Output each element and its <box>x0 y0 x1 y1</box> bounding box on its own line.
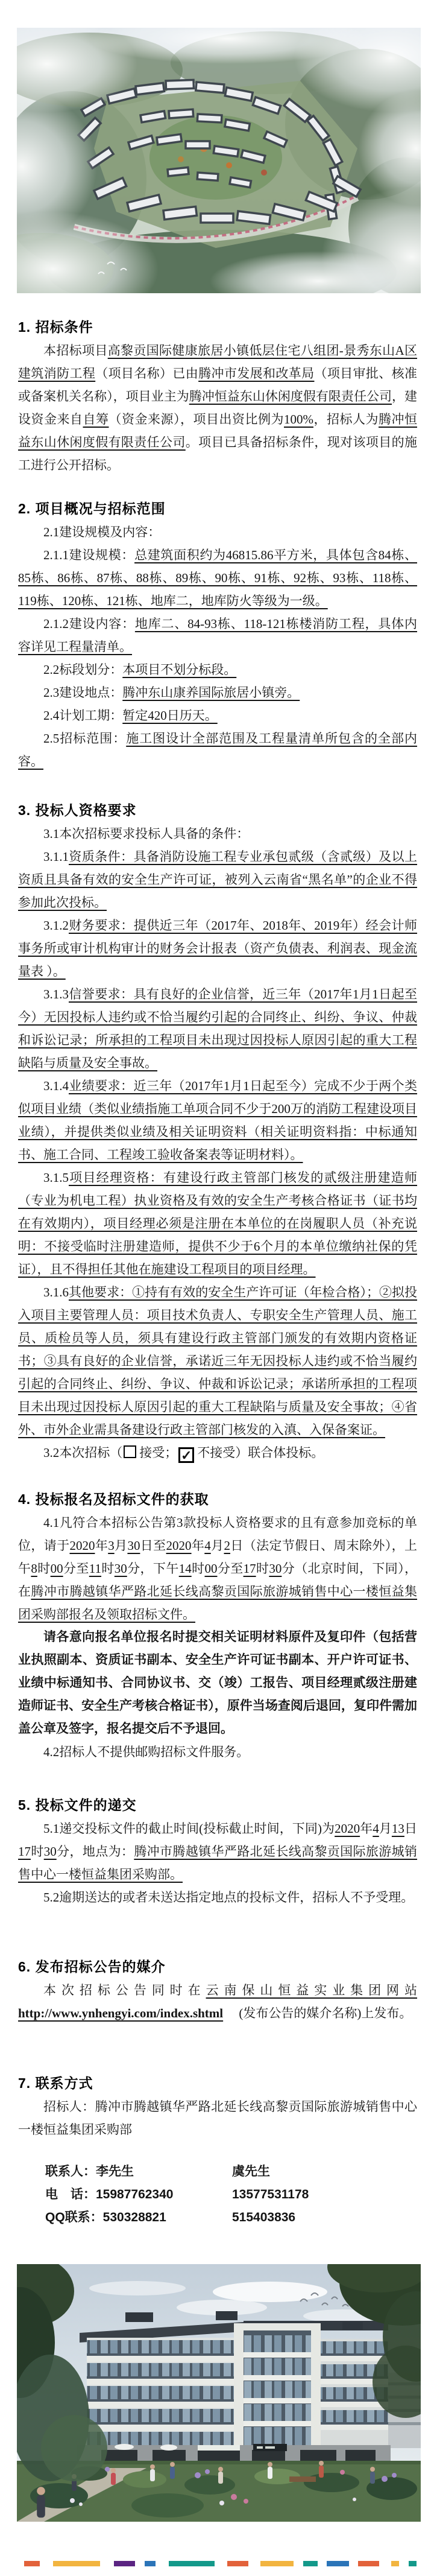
text-run: 2 <box>224 1538 231 1553</box>
contact-row <box>45 2206 417 2229</box>
contact-row <box>45 2183 417 2206</box>
color-dash-divider <box>0 2561 434 2566</box>
section-announcement-media <box>18 1955 417 2025</box>
text-run: 3.1.4 <box>43 1079 69 1093</box>
contact-label: 电 话： <box>45 2187 96 2201</box>
text-run: 100% <box>284 412 313 427</box>
paragraph <box>18 1979 417 2025</box>
section-heading: 7. 联系方式 <box>18 2075 93 2091</box>
paragraph <box>18 681 417 704</box>
paragraph <box>18 1281 417 1441</box>
text-run: 3.1.3 <box>43 987 69 1001</box>
text-run: 14 <box>178 1561 192 1576</box>
text-run: 2.1建设规模及内容： <box>43 525 161 539</box>
section-body <box>18 1817 417 1909</box>
text-run: 本招标项目 <box>43 343 108 358</box>
text-run: 。项目已具备招标条件，现对该项目的施工进行公开招标。 <box>18 435 417 472</box>
divider-dash <box>358 2561 379 2566</box>
paragraph <box>18 983 417 1074</box>
aerial-rendering-graphic <box>17 28 421 293</box>
divider-dash <box>169 2561 215 2566</box>
paragraph <box>18 612 417 658</box>
divider-dash <box>260 2561 294 2566</box>
divider-dash <box>391 2561 399 2566</box>
contact-value-2: 虞先生 <box>232 2165 270 2178</box>
text-run: 分（北京时间，下同），在 <box>18 1561 418 1599</box>
text-run: 时 <box>37 1561 51 1576</box>
text-run: ，招标人为 <box>313 412 379 427</box>
text-run: 3.2本次招标（ <box>43 1445 123 1460</box>
section-heading: 3. 投标人资格要求 <box>18 802 137 818</box>
text-run: ，建设资金来自 <box>18 389 418 427</box>
paragraph <box>18 1817 417 1886</box>
contact-value-1: 15987762340 <box>96 2187 174 2201</box>
text-run: 接受； <box>139 1445 178 1460</box>
text-run: 总建筑面积约为46815.86平方米，具体包含84栋、85栋、86栋、87栋、88栋、89栋、90栋、91栋、92栋、93栋、118栋、119栋、120栋、121栋、地库二，地库防火等级为一级。 <box>18 548 417 608</box>
section-contact-info <box>18 2071 417 2229</box>
text-run: 30 <box>269 1561 282 1576</box>
text-run: 月 <box>210 1538 224 1553</box>
text-run: 腾冲市发展和改革局 <box>198 366 315 381</box>
divider-dash <box>24 2561 40 2566</box>
section-bid-submission <box>18 1793 417 1909</box>
text-run: 3.1.5 <box>43 1170 69 1185</box>
text-run: 30 <box>127 1538 140 1553</box>
text-run: 日至 <box>140 1538 166 1553</box>
text-run: 时 <box>101 1561 115 1576</box>
paragraph <box>18 658 417 681</box>
text-run: 其他要求：①持有有效的安全生产许可证（年检合格）；②拟投入项目主要管理人员：项目技术负责人、专职安全生产管理人员、施工员、质检员等人员，须具有建设行政主管部门颁发的有效期内资格证书；③具有良好的企业信誉，承诺近三年无因投标人违约或不恰当履约引起的合同终止、纠纷、争议、仲裁和诉讼记录；承诺所承担的工程项目未出现过因投标人原因引起的重大工程缺陷与质量及安全事故；④省外、市外企业需具备建设行政主管部门核发的入滇、入保备案证。 <box>18 1285 417 1437</box>
text-run: 财务要求：提供近三年（2017年、2018年、2019年）经会计师事务所或审计机构审计的财务会计报表（资产负债表、利润表、现金流量表 ）。 <box>18 918 417 979</box>
text-run: 30 <box>43 1844 57 1859</box>
section-body <box>18 339 417 477</box>
divider-dash <box>114 2561 135 2566</box>
section-body <box>18 2095 417 2141</box>
contact-value-1: 李先生 <box>96 2165 134 2178</box>
text-run: 2.1.1建设规模： <box>43 548 135 562</box>
announcement-url-link[interactable]: http://www.ynhengyi.com/index.shtml <box>18 2006 224 2020</box>
text-run: 2020 <box>166 1538 192 1553</box>
paragraph <box>18 339 417 477</box>
text-run: 年 <box>360 1821 373 1836</box>
paragraph <box>18 1626 417 1740</box>
text-run: 腾冲市腾越镇华严路北延长线高黎贡国际旅游城销售中心一楼恒益集团采购部报名及领取招标文件。 <box>18 1584 418 1622</box>
section-heading: 6. 发布招标公告的媒介 <box>18 1959 166 1975</box>
contact-table <box>18 2160 417 2229</box>
text-run: 日（法定节假日、周末除外），上午 <box>18 1538 418 1576</box>
text-run: 2.5招标范围： <box>43 731 127 746</box>
text-run: 招标人：腾冲市腾越镇华严路北延长线高黎贡国际旅游城销售中心一楼恒益集团采购部 <box>18 2099 417 2137</box>
text-run: 本次招标公告同时在 <box>43 1983 206 1997</box>
contact-value-2: 515403836 <box>232 2210 296 2224</box>
divider-dash <box>53 2561 100 2566</box>
text-run: 17 <box>243 1561 256 1576</box>
section-registration-and-documents <box>18 1487 417 1763</box>
text-run: 本项目不划分标段。 <box>122 662 237 677</box>
text-run: 5.2逾期送达的或者未送达指定地点的投标文件，招标人不予受理。 <box>43 1890 414 1905</box>
text-run: 3.1本次招标要求投标人具备的条件： <box>43 826 250 841</box>
section-project-overview <box>18 496 417 773</box>
text-run: 3.1.6 <box>43 1285 69 1299</box>
text-run: 腾冲市腾越镇华严路北延长线高黎贡国际旅游城销售中心一楼恒益集团采购部。 <box>18 1844 418 1882</box>
divider-dash <box>145 2561 156 2566</box>
text-run: 时 <box>256 1561 269 1576</box>
section-heading: 5. 投标文件的递交 <box>18 1797 137 1813</box>
text-run: 3.1.2 <box>43 918 69 933</box>
text-run: 腾冲恒益东山休闲度假有限责任公司 <box>18 412 417 449</box>
text-run: 5.1递交投标文件的截止时间(投标截止时间，下同)为 <box>43 1821 335 1836</box>
text-run: （项目名称）已由 <box>95 366 199 381</box>
paragraph <box>18 1886 417 1909</box>
contact-value-2: 13577531178 <box>232 2187 309 2201</box>
paragraph <box>18 822 417 845</box>
text-run: 3.1.1 <box>43 849 69 864</box>
text-run: 2.3建设地点： <box>43 685 123 700</box>
text-run: 业绩要求：近三年（2017年1月1日起至今）完成不少于两个类似项目业绩（类似业绩指施工单项合同不少于200万的消防工程建设项目业绩），并提供类似业绩及相关证明资料（相关证明资料指：中标通知书、施工合同、工程竣工验收备案表等证明材料）。 <box>18 1079 417 1162</box>
paragraph <box>18 704 417 727</box>
text-run: 4.1凡符合本招标公告第3款投标人资格要求的且有意参加竞标的单位，请于 <box>18 1515 417 1553</box>
divider-dash <box>303 2561 318 2566</box>
street-building-rendering <box>17 2264 421 2522</box>
section-tender-conditions <box>18 315 417 477</box>
text-run: 腾冲东山康养国际旅居小镇旁。 <box>122 685 300 700</box>
paragraph <box>18 1511 417 1626</box>
text-run: 分至 <box>63 1561 89 1576</box>
contact-label: 联系人： <box>45 2165 96 2178</box>
divider-dash <box>227 2561 248 2566</box>
text-run: 信誉要求：具有良好的企业信誉，近三年（2017年1月1日起至今）无因投标人违约或不恰当履约引起的合同终止、纠纷、争议、仲裁和诉讼记录；所承担的工程项目未出现过因投标人原因引起的重大工程缺陷与质量及安全事故。 <box>18 987 417 1070</box>
text-run: 2.4计划工期： <box>43 708 123 723</box>
contact-value-1: 530328821 <box>102 2210 166 2224</box>
section-body <box>18 1979 417 2025</box>
contact-label: QQ联系： <box>45 2210 103 2224</box>
text-run: 时 <box>191 1561 205 1576</box>
section-heading: 4. 投标报名及招标文件的获取 <box>18 1491 209 1507</box>
text-run: 2020 <box>335 1821 360 1836</box>
text-run: 3 <box>108 1538 115 1553</box>
text-run: （资金来源），项目出资比例为 <box>108 412 284 427</box>
paragraph <box>18 727 417 773</box>
text-run: 自筹 <box>83 412 109 427</box>
text-run: 腾冲恒益东山休闲度假有限责任公司 <box>189 389 392 404</box>
text-run: 30 <box>114 1561 127 1576</box>
paragraph <box>18 1166 417 1281</box>
section-heading: 1. 招标条件 <box>18 319 93 335</box>
paragraph <box>18 845 417 914</box>
text-run: 云南保山恒益实业集团网站 <box>206 1983 418 1997</box>
paragraph <box>18 544 417 612</box>
paragraph <box>18 2095 417 2141</box>
text-run: 高黎贡国际健康旅居小镇低层住宅八组团-景秀东山A区建筑消防工程 <box>18 343 417 381</box>
paragraph <box>18 1740 417 1763</box>
building-rendering-graphic <box>17 2264 421 2522</box>
text-run: 年 <box>95 1538 108 1553</box>
text-run: 年 <box>191 1538 205 1553</box>
text-run: 11 <box>89 1561 102 1576</box>
text-run: 暂定420日历天。 <box>122 708 218 723</box>
text-run: 4.2招标人不提供邮购招标文件服务。 <box>43 1745 250 1759</box>
divider-dash <box>409 2561 417 2566</box>
text-run: 地库二、84-93栋、118-121栋楼消防工程，具体内容详见工程量清单。 <box>18 617 417 654</box>
text-run: 资质条件：具备消防设施工程专业承包贰级（含贰级）及以上资质且具备有效的安全生产许可证，被列入云南省“黑名单”的企业不得参加此次投标。 <box>18 849 417 910</box>
text-run: （项目审批、核准或备案机关名称），项目业主为 <box>18 366 418 404</box>
text-run: 分，地点为： <box>56 1844 134 1859</box>
text-run: 分，下午 <box>127 1561 179 1576</box>
section-bidder-qualifications <box>18 798 417 1464</box>
section-body <box>18 822 417 1464</box>
text-run: 月 <box>379 1821 392 1836</box>
text-run: 月 <box>114 1538 128 1553</box>
paragraph <box>18 1441 417 1464</box>
text-run: 分至 <box>217 1561 244 1576</box>
text-run: 8 <box>31 1561 37 1576</box>
text-run: 不接受）联合体投标。 <box>197 1445 324 1460</box>
text-run: 日 <box>404 1821 417 1836</box>
text-run: 请各意向报名单位报名时提交相关证明材料原件及复印件（包括营业执照副本、资质证书副本、安全生产许可证书副本、开户许可证书、业绩中标通知书、合同协议书、交（竣）工报告、项目经理贰级注册建造师证书、安全生产考核合格证书），原件当场查阅后退回，复印件需加盖公章及签字，报名提交后不予退回。 <box>18 1630 417 1736</box>
text-run: 2020 <box>69 1538 95 1553</box>
text-run: 00 <box>50 1561 63 1576</box>
text-run: 4 <box>373 1821 379 1836</box>
text-run: 4 <box>204 1538 211 1553</box>
aerial-site-rendering <box>17 28 421 293</box>
text-run: 时 <box>31 1844 44 1859</box>
section-heading: 2. 项目概况与招标范围 <box>18 501 166 516</box>
section-body <box>18 1511 417 1763</box>
text-run: 2.2标段划分： <box>43 662 123 677</box>
text-run: 项目经理资格：有建设行政主管部门核发的贰级注册建造师（专业为机电工程）执业资格及有效的安全生产考核合格证书（证书均在有效期内），项目经理必须是注册在本单位的在岗履职人员（补充说明：不接受临时注册建造师，提供不少于6个月的本单位缴纳社保的凭证），且不得担任其他在施建设工程项目的项目经理。 <box>18 1170 417 1277</box>
text-run: 00 <box>204 1561 218 1576</box>
section-body <box>18 521 417 773</box>
paragraph <box>18 521 417 544</box>
text-run: 2.1.2建设内容： <box>43 617 135 631</box>
contact-row <box>45 2160 417 2183</box>
text-run: (发布公告的媒介名称)上发布。 <box>223 2006 412 2020</box>
checkbox-checked-icon: ✓ <box>178 1447 194 1463</box>
paragraph <box>18 914 417 983</box>
checkbox-unchecked-icon <box>124 1445 136 1458</box>
text-run: 施工图设计全部范围及工程量清单所包含的全部内容。 <box>18 731 418 769</box>
text-run: 17 <box>18 1844 31 1859</box>
divider-dash <box>327 2561 349 2566</box>
paragraph <box>18 1074 417 1166</box>
text-run: 13 <box>391 1821 404 1836</box>
